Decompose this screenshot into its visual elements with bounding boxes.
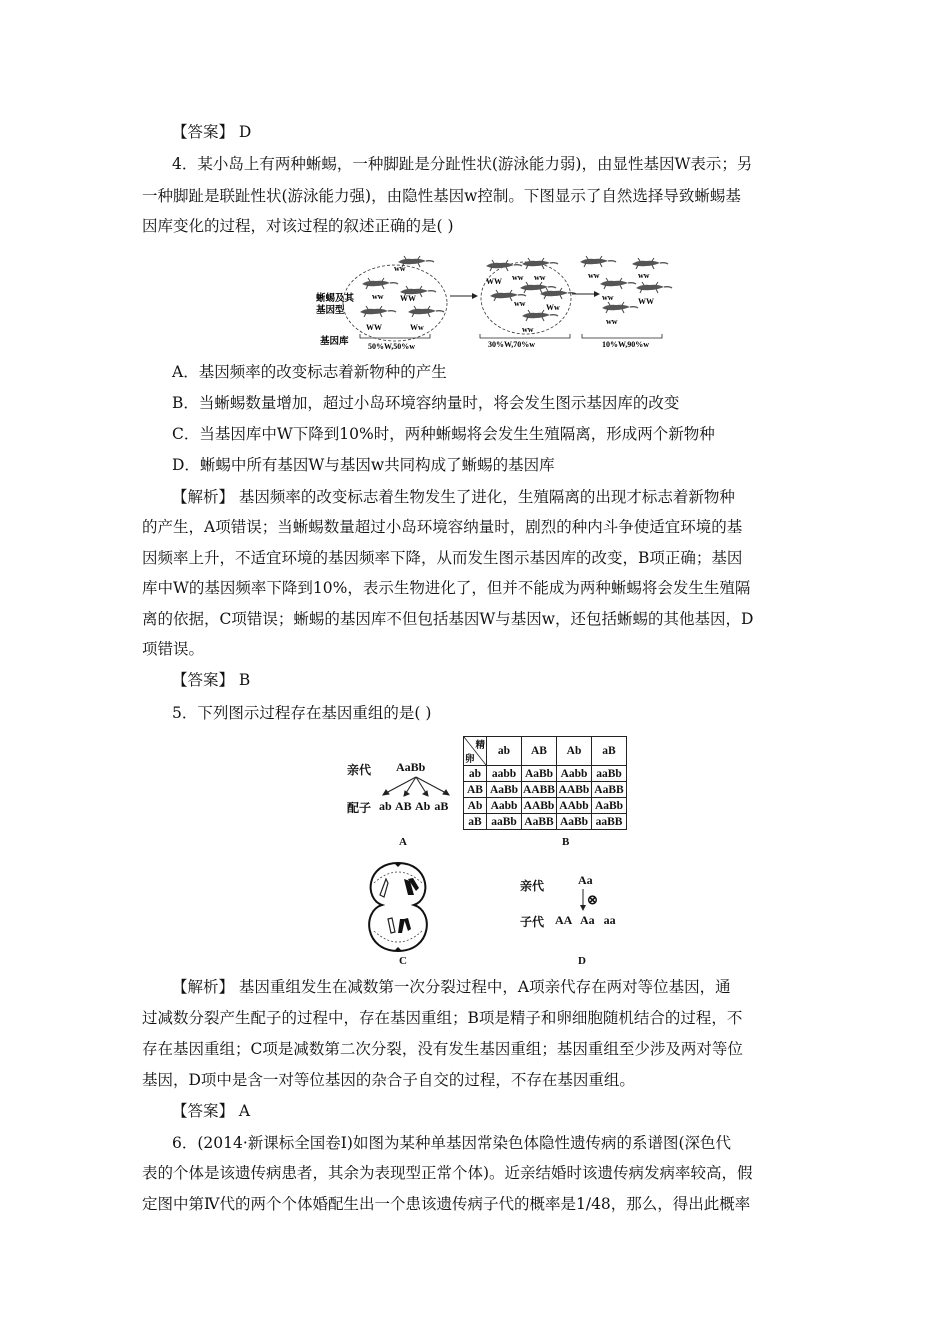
q5-explanation-3: 存在基因重组；C项是减数第二次分裂，没有发生基因重组；基因重组至少涉及两对等位 (142, 1040, 743, 1058)
q4-option-a: A．基因频率的改变标志着新物种的产生 (172, 363, 447, 381)
table-cell: aaBb (592, 766, 627, 782)
corner-sperm: 精 (475, 741, 485, 751)
q4-option-d: D．蜥蜴中所有基因W与基因w共同构成了蜥蜴的基因库 (172, 456, 555, 474)
genotype: WW (638, 297, 654, 306)
corner-egg: 卵 (465, 755, 475, 765)
figD-child-label: 子代 (520, 915, 545, 929)
q4-stem-1: 4．某小岛上有两种蜥蜴，一种脚趾是分趾性状(游泳能力弱)，由显性基因W表示；另 (172, 155, 753, 173)
punnett-table (463, 736, 627, 830)
q4-explanation-3: 因频率上升，不适宜环境的基因频率下降，从而发生图示基因库的改变，B项正确；基因 (142, 549, 743, 567)
lizard-gene-pool-figure (300, 248, 680, 358)
genotype: ww (514, 299, 526, 308)
genotype: ww (606, 317, 618, 326)
figC-caption: C (399, 955, 407, 967)
q6-stem-2: 表的个体是该遗传病患者，其余为表现型正常个体)。近亲结婚时该遗传病发病率较高，假 (142, 1164, 753, 1182)
q5-answer: 【答案】 A (172, 1102, 251, 1120)
figA-arrows (378, 775, 458, 797)
table-cell: AaBb (522, 766, 557, 782)
q4-explanation-2: 的产生，A项错误；当蜥蜴数量超过小岛环境容纳量时，剧烈的种内斗争使适宜环境的基 (142, 518, 743, 536)
table-cell: AaBb (487, 782, 522, 798)
genotype: WW (400, 294, 416, 303)
figD-children: AA Aa aa (555, 913, 616, 927)
q5-explanation-1: 【解析】 基因重组发生在减数第一次分裂过程中，A项亲代存在两对等位基因，通 (172, 978, 731, 996)
q4-explanation-1: 【解析】 基因频率的改变标志着生物发生了进化，生殖隔离的出现才标志着新物种 (172, 488, 735, 506)
row-header: aB (464, 814, 487, 830)
fig-label-genotype: 基因型 (316, 305, 345, 316)
q4-stem-3: 因库变化的过程，对该过程的叙述正确的是( ) (142, 217, 454, 235)
genotype: ww (534, 273, 546, 282)
q4-explanation-6: 项错误。 (142, 640, 205, 658)
table-cell: AaBb (592, 798, 627, 814)
genotype: ww (638, 271, 650, 280)
figA-parent: AaBb (396, 760, 426, 774)
header-cell: Ab (557, 737, 592, 766)
q4-answer: 【答案】 B (172, 671, 251, 689)
table-cell: AaBb (557, 814, 592, 830)
q5-explanation-4: 基因，D项中是含一对等位基因的杂合子自交的过程，不存在基因重组。 (142, 1071, 635, 1089)
genotype: Ww (546, 303, 560, 312)
figA-gamete-label: 配子 (347, 801, 372, 815)
self-cross-icon: ⊗ (587, 892, 598, 907)
row-header: AB (464, 782, 487, 798)
gene-pool-ellipse (481, 262, 571, 334)
figD-parent: Aa (578, 873, 593, 887)
fig-label-lizard: 蜥蜴及其 (316, 293, 355, 304)
table-cell: AAbb (557, 798, 592, 814)
figD-parent-label: 亲代 (520, 879, 545, 893)
header-cell: ab (487, 737, 522, 766)
table-cell: Aabb (487, 798, 522, 814)
freq-2: 30%W,70%w (488, 340, 536, 349)
q5-explanation-2: 过减数分裂产生配子的过程中，存在基因重组；B项是精子和卵细胞随机结合的过程，不 (142, 1009, 743, 1027)
figA-parent-label: 亲代 (347, 763, 372, 777)
q4-stem-2: 一种脚趾是联趾性状(游泳能力强)，由隐性基因w控制。下图显示了自然选择导致蜥蜴基 (142, 187, 741, 205)
q5-stem: 5．下列图示过程存在基因重组的是( ) (172, 704, 432, 722)
genotype: Ww (410, 323, 424, 332)
genotype: ww (522, 325, 534, 334)
answer-prev: 【答案】 D (172, 123, 252, 141)
genotype: ww (588, 271, 600, 280)
q4-option-c: C．当基因库中W下降到10%时，两种蜥蜴将会发生生殖隔离，形成两个新物种 (172, 425, 715, 443)
table-cell: aaBb (487, 814, 522, 830)
q6-stem-3: 定图中第Ⅳ代的两个个体婚配生出一个患该遗传病子代的概率是1/48，那么，得出此概率 (142, 1195, 751, 1213)
table-cell: aabb (487, 766, 522, 782)
row-header: ab (464, 766, 487, 782)
fig-label-genepool: 基因库 (320, 336, 349, 347)
genotype: ww (602, 293, 614, 302)
genotype: ww (512, 273, 524, 282)
gene-pool-ellipse (343, 265, 447, 341)
table-cell: Aabb (557, 766, 592, 782)
figA-caption: A (399, 836, 407, 848)
table-cell: AaBB (592, 782, 627, 798)
freq-1: 50%W,50%w (368, 342, 416, 351)
table-cell: AABb (522, 798, 557, 814)
table-cell: AABB (523, 783, 555, 796)
genotype: WW (486, 277, 502, 286)
q6-stem-1: 6．(2014·新课标全国卷Ⅰ)如图为某种单基因常染色体隐性遗传病的系谱图(深色代 (172, 1134, 732, 1152)
figD-caption: D (578, 955, 586, 967)
figA-gametes: ab AB Ab aB (379, 799, 449, 813)
freq-3: 10%W,90%w (602, 340, 650, 349)
header-cell: AB (522, 737, 557, 766)
q4-option-b: B．当蜥蜴数量增加，超过小岛环境容纳量时，将会发生图示基因库的改变 (172, 394, 680, 412)
q4-explanation-4: 库中W的基因频率下降到10%，表示生物进化了，但并不能成为两种蜥蜴将会发生生殖隔 (142, 579, 751, 597)
row-header: Ab (464, 798, 487, 814)
genotype: WW (366, 323, 382, 332)
q4-explanation-5: 离的依据，C项错误；蜥蜴的基因库不但包括基因W与基因w，还包括蜥蜴的其他基因，D (142, 610, 754, 628)
corner-cell (464, 737, 487, 766)
genotype: ww (394, 264, 406, 273)
genotype: ww (372, 292, 384, 301)
table-cell: AaBB (522, 814, 557, 830)
table-cell: aaBB (592, 814, 627, 830)
figB-caption: B (562, 836, 570, 848)
table-cell: AABb (557, 782, 592, 798)
header-cell: aB (592, 737, 627, 766)
dividing-cell-figure (358, 857, 438, 957)
